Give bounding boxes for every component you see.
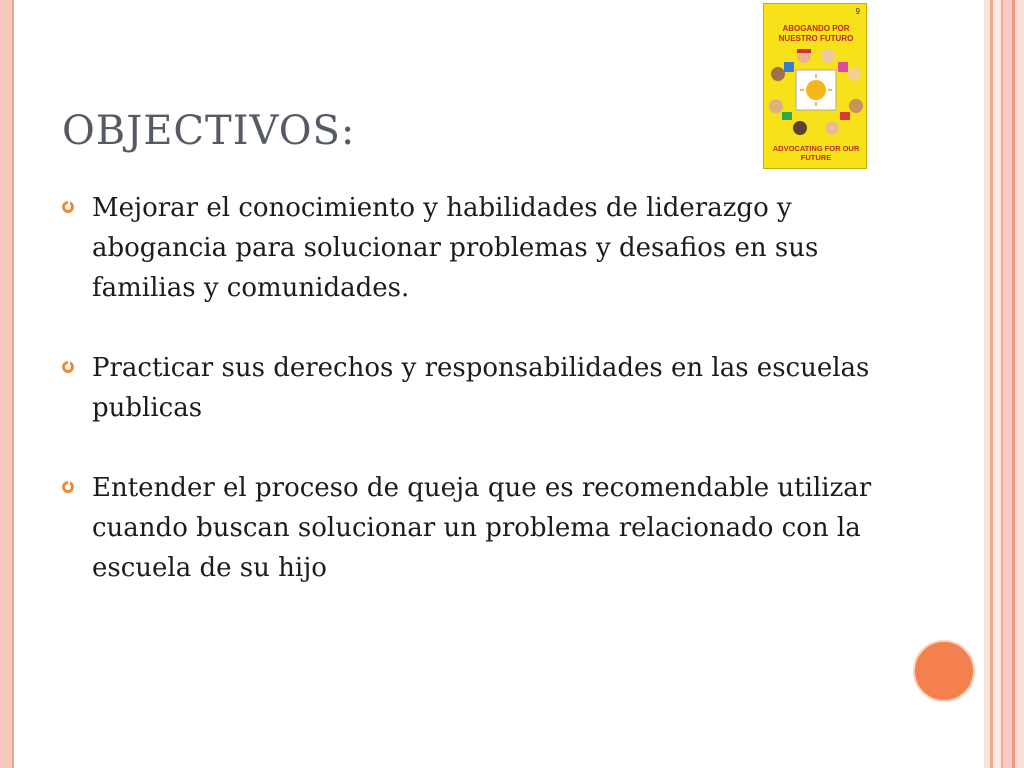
decorative-orange-circle — [913, 640, 975, 702]
book-number: 9 — [855, 7, 860, 16]
left-decor-line — [12, 0, 14, 768]
objective-text: Practicar sus derechos y responsabilidades en las escuelas publicas — [92, 353, 870, 423]
bullet-circle-icon — [62, 361, 74, 373]
children-circle-illustration — [764, 48, 868, 138]
objective-item — [62, 188, 882, 308]
bullet-circle-icon — [62, 481, 74, 493]
objectives-list — [62, 188, 882, 628]
book-title-english: ADVOCATING FOR OUR FUTURE — [772, 144, 860, 162]
objective-text: Entender el proceso de queja que es recomendable utilizar cuando buscan solucionar un problema relacionado con la escuela de su hijo — [92, 473, 872, 583]
objective-item — [62, 468, 882, 588]
bullet-circle-icon — [62, 201, 74, 213]
book-cover-image — [763, 3, 867, 169]
left-decor-stripe — [0, 0, 12, 768]
slide-title: OBJECTIVOS: — [62, 108, 356, 154]
objective-item — [62, 348, 882, 428]
right-decor-stripes — [984, 0, 1024, 768]
objective-text: Mejorar el conocimiento y habilidades de liderazgo y abogancia para solucionar problemas y desafios en sus familias y comunidades. — [92, 193, 819, 303]
book-title-spanish: ABOGANDO POR NUESTRO FUTURO — [778, 24, 854, 43]
